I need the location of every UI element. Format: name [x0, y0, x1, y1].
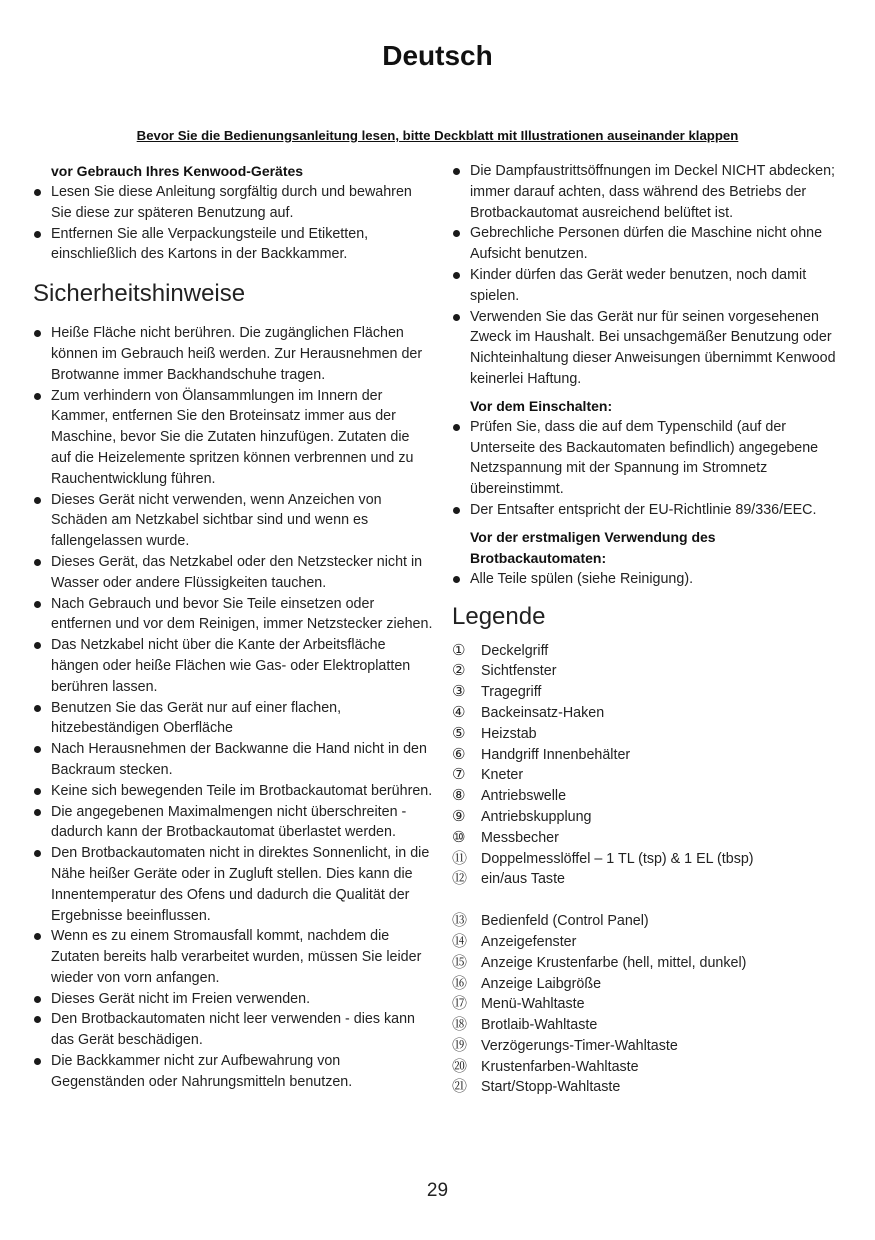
legend-label: Deckelgriff [481, 642, 549, 659]
legend-item [452, 1036, 852, 1057]
legend-number: ③ [452, 683, 466, 701]
legend-item [452, 724, 852, 745]
legend-item [452, 641, 852, 662]
legend-item [452, 745, 852, 766]
list-item: Prüfen Sie, dass die auf dem Typenschild (auf der Unterseite des Backautomaten befindlich) angegebene Netzspannung mit der Spannung im Stromnetz übereinstimmt. [452, 417, 852, 500]
legend-number: ⑲ [452, 1036, 468, 1054]
legend-label: Messbecher [481, 829, 559, 846]
fold-out-notice: Bevor Sie die Bedienungsanleitung lesen, bitte Deckblatt mit Illustrationen auseinander klappen [136, 128, 739, 143]
list-item: Der Entsafter entspricht der EU-Richtlinie 89/336/EEC. [452, 500, 852, 521]
legend-label: Handgriff Innenbehälter [481, 746, 631, 763]
legend-item [452, 869, 852, 890]
safety-list [33, 323, 433, 1092]
legend-number: ⑳ [452, 1057, 468, 1075]
switch-on-list [452, 417, 852, 521]
before-use-list [33, 182, 433, 265]
legend-item [452, 932, 852, 953]
legend-label: Backeinsatz-Haken [481, 704, 605, 721]
legend-item [452, 703, 852, 724]
legend-item [452, 1077, 852, 1098]
list-item: Dieses Gerät nicht im Freien verwenden. [33, 989, 433, 1010]
switch-on-heading: Vor dem Einschalten: [470, 397, 613, 414]
legend-label: Anzeige Krustenfarbe (hell, mittel, dunkel) [481, 954, 747, 971]
list-item: Den Brotbackautomaten nicht leer verwenden - dies kann das Gerät beschädigen. [33, 1009, 433, 1051]
before-use-heading: vor Gebrauch Ihres Kenwood-Gerätes [51, 163, 304, 179]
legend-label: Anzeigefenster [481, 933, 577, 950]
legend-list [452, 641, 852, 891]
legend-label: Menü-Wahltaste [481, 996, 585, 1013]
legend-label: Brotlaib-Wahltaste [481, 1017, 598, 1034]
list-item: Nach Herausnehmen der Backwanne die Hand nicht in den Backraum stecken. [33, 739, 433, 781]
legend-label: ein/aus Taste [481, 871, 565, 888]
legend-number: ⑬ [452, 912, 468, 930]
list-item: Benutzen Sie das Gerät nur auf einer flachen, hitzebeständigen Oberfläche [33, 698, 433, 740]
safety-list-continued [452, 161, 852, 390]
list-item: Entfernen Sie alle Verpackungsteile und Etiketten, einschließlich des Kartons in der Backkammer. [33, 224, 433, 266]
safety-title: Sicherheitshinweise [33, 280, 246, 308]
page-title: Deutsch [382, 40, 493, 71]
legend-number: ⑤ [452, 724, 466, 742]
list-item: Zum verhindern von Ölansammlungen im Innern der Kammer, entfernen Sie den Broteinsatz immer aus der Maschine, bevor Sie die Zutaten hinzufügen. Zutaten die auf die Heizelemente spritzen können verbrennen und zu Rauchentwicklung führen. [33, 386, 433, 490]
legend-spacer [452, 890, 852, 911]
first-use-heading: Vor der erstmaligen Verwendung des Brotbackautomaten: [470, 528, 716, 566]
right-column [452, 161, 852, 1098]
legend-item [452, 911, 852, 932]
legend-number: ⑦ [452, 766, 466, 784]
list-item: Die Backkammer nicht zur Aufbewahrung von Gegenständen oder Nahrungsmitteln benutzen. [33, 1051, 433, 1093]
legend-label: Tragegriff [481, 684, 542, 701]
legend-number: ⑭ [452, 932, 468, 950]
legend-number: ② [452, 662, 466, 680]
legend-item [452, 974, 852, 995]
legend-label: Bedienfeld (Control Panel) [481, 913, 649, 930]
legend-item [452, 1015, 852, 1036]
legend-number: ⑱ [452, 1016, 468, 1034]
legend-title: Legende [452, 602, 546, 630]
legend-item [452, 765, 852, 786]
legend-number: ⑥ [452, 745, 466, 763]
list-item: Alle Teile spülen (siehe Reinigung). [452, 569, 852, 590]
legend-label: Antriebswelle [481, 788, 567, 805]
legend-label: Start/Stopp-Wahltaste [481, 1079, 621, 1096]
legend-item [452, 828, 852, 849]
list-item: Verwenden Sie das Gerät nur für seinen vorgesehenen Zweck im Haushalt. Bei unsachgemäßer Benutzung oder Nichteinhaltung dieser Anweisungen übernimmt Kenwood keinerlei Haftung. [452, 307, 852, 390]
first-use-list [452, 569, 852, 590]
legend-number: ⑮ [452, 953, 468, 971]
list-item: Heiße Fläche nicht berühren. Die zugänglichen Flächen können im Gebrauch heiß werden. Zur Herausnehmen der Brotwanne immer Backhandschuhe tragen. [33, 323, 433, 385]
legend-number: ⑪ [452, 849, 468, 867]
list-item: Die Dampfaustrittsöffnungen im Deckel NICHT abdecken; immer darauf achten, dass während des Betriebs der Brotbackautomat ausreichend belüftet ist. [452, 161, 852, 223]
page-number: 29 [426, 1180, 449, 1201]
list-item: Lesen Sie diese Anleitung sorgfältig durch und bewahren Sie diese zur späteren Benutzung auf. [33, 182, 433, 224]
list-item: Den Brotbackautomaten nicht in direktes Sonnenlicht, in die Nähe heißer Geräte oder in Zugluft stellen. Dies kann die Innentemperatur des Ofens und dadurch die Qualität der Ergebnisse beeinflussen. [33, 843, 433, 926]
legend-item [452, 807, 852, 828]
legend-number: ⑯ [452, 974, 468, 992]
list-item: Keine sich bewegenden Teile im Brotbackautomat berühren. [33, 781, 433, 802]
list-item: Kinder dürfen das Gerät weder benutzen, noch damit spielen. [452, 265, 852, 307]
list-item: Die angegebenen Maximalmengen nicht überschreiten - dadurch kann der Brotbackautomat überlastet werden. [33, 802, 433, 844]
legend-number: ⑧ [452, 787, 466, 805]
legend-label: Antriebskupplung [481, 808, 592, 825]
list-item: Dieses Gerät nicht verwenden, wenn Anzeichen von Schäden am Netzkabel sichtbar sind und wenn es fallengelassen wurde. [33, 490, 433, 552]
legend-number: ④ [452, 703, 466, 721]
legend-number: ⑨ [452, 807, 466, 825]
legend-number: ㉑ [452, 1078, 468, 1096]
list-item: Nach Gebrauch und bevor Sie Teile einsetzen oder entfernen und vor dem Reinigen, immer Netzstecker ziehen. [33, 594, 433, 636]
legend-item [452, 661, 852, 682]
legend-label: Krustenfarben-Wahltaste [481, 1058, 639, 1075]
legend-number: ⑫ [452, 870, 468, 888]
list-item: Dieses Gerät, das Netzkabel oder den Netzstecker nicht in Wasser oder andere Flüssigkeiten tauchen. [33, 552, 433, 594]
legend-item [452, 849, 852, 870]
legend-label: Heizstab [481, 725, 537, 742]
left-column [33, 161, 433, 1093]
legend-number: ⑩ [452, 828, 466, 846]
legend-item [452, 682, 852, 703]
legend-item [452, 994, 852, 1015]
legend-label: Anzeige Laibgröße [481, 975, 602, 992]
legend-list-panel [452, 911, 852, 1098]
legend-number: ① [452, 641, 466, 659]
legend-label: Kneter [481, 767, 524, 784]
legend-label: Verzögerungs-Timer-Wahltaste [481, 1037, 678, 1054]
legend-label: Sichtfenster [481, 663, 557, 680]
legend-item [452, 786, 852, 807]
list-item: Wenn es zu einem Stromausfall kommt, nachdem die Zutaten bereits halb verarbeitet wurden, müssen Sie leider wieder von vorn anfangen. [33, 926, 433, 988]
legend-label: Doppelmesslöffel – 1 TL (tsp) & 1 EL (tbsp) [481, 850, 754, 867]
list-item: Gebrechliche Personen dürfen die Maschine nicht ohne Aufsicht benutzen. [452, 223, 852, 265]
legend-item [452, 1057, 852, 1078]
legend-number: ⑰ [452, 995, 468, 1013]
legend-item [452, 953, 852, 974]
list-item: Das Netzkabel nicht über die Kante der Arbeitsfläche hängen oder heiße Flächen wie Gas- oder Elektroplatten berühren lassen. [33, 635, 433, 697]
